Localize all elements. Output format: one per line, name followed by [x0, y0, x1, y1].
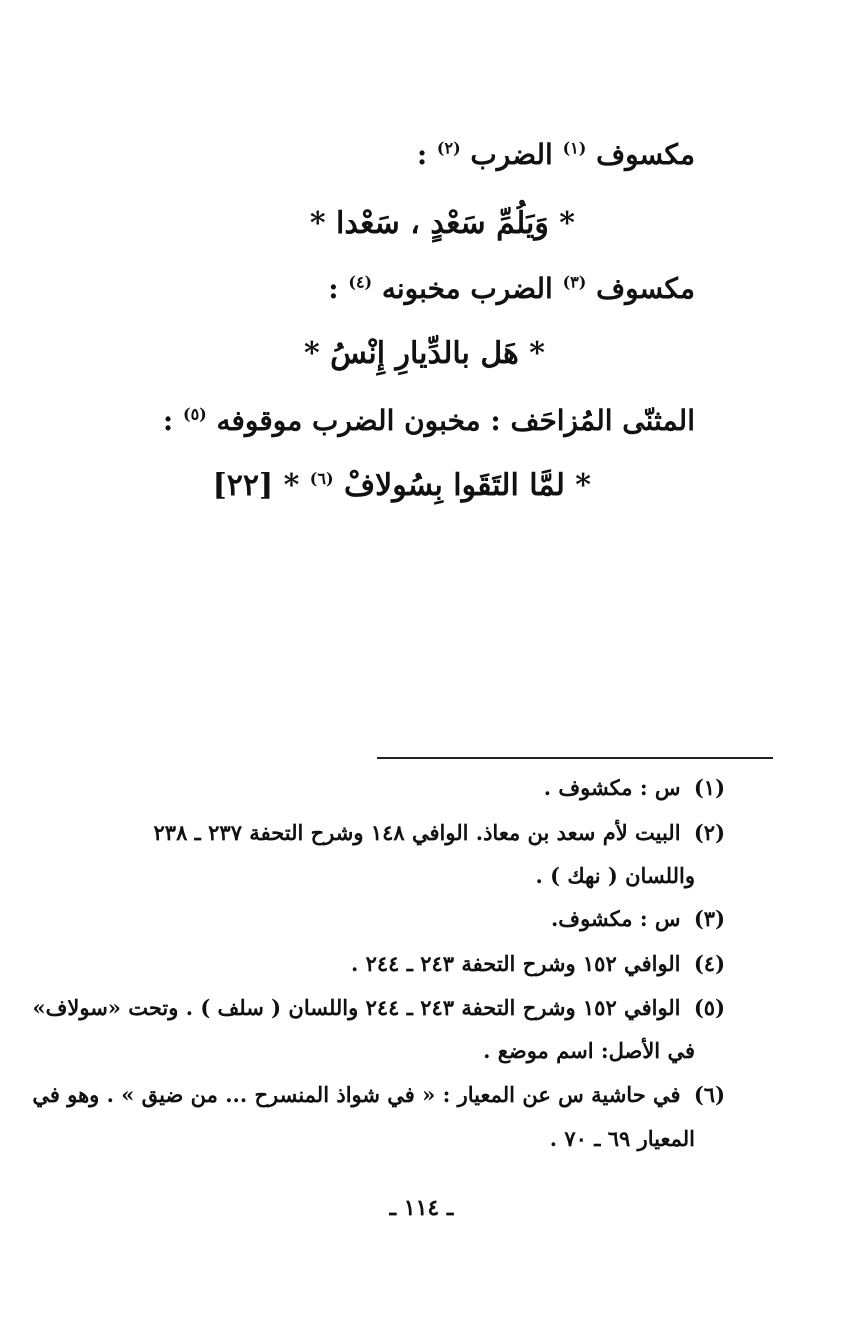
footnote-ref-5: (٥)	[183, 404, 207, 424]
footnote-text: الوافي ١٥٢ وشرح التحفة ٢٤٣ ـ ٢٤٤ واللسان ( سلف ) . وتحت «سولاف»	[32, 995, 681, 1020]
footnote-number: (٦)	[693, 1082, 725, 1107]
footnote-text: البيت لأم سعد بن معاذ. الوافي ١٤٨ وشرح التحفة ٢٣٧ ـ ٢٣٨	[153, 820, 681, 845]
heading-colon: :	[328, 272, 339, 305]
heading-word: الضرب	[470, 138, 553, 171]
footnote-separator	[377, 757, 773, 759]
verse-line-2: * هَل بالدِّيارِ إِنْسُ *	[304, 336, 545, 371]
heading-word: مكسوف	[596, 138, 695, 171]
footnote-6	[32, 1082, 725, 1107]
footnote-number: (٢)	[693, 820, 725, 845]
verse-text: * لمَّا التَقَوا بِسُولافْ	[343, 468, 591, 503]
verse-end-marker: * [٢٢]	[212, 468, 300, 503]
footnote-text: الوافي ١٥٢ وشرح التحفة ٢٤٣ ـ ٢٤٤ .	[350, 951, 681, 976]
footnote-ref-2: (٢)	[436, 138, 461, 158]
footnote-3	[551, 906, 725, 931]
footnote-text: س : مكشوف .	[543, 775, 681, 800]
heading-colon: :	[162, 404, 174, 437]
footnote-2-continued: واللسان ( نهك ) .	[535, 863, 695, 888]
footnote-text: س : مكشوف.	[551, 906, 681, 931]
footnote-number: (١)	[693, 775, 725, 800]
footnote-ref-1: (١)	[562, 138, 587, 158]
meter-heading-2	[328, 272, 695, 305]
heading-colon: :	[416, 138, 428, 171]
verse-line-3	[213, 468, 591, 503]
heading-text: المثنّى المُزاحَف : مخبون الضرب موقوفه	[216, 404, 695, 437]
verse-line-1: * وَيَلُمِّ سَعْدٍ ، سَعْدا *	[309, 206, 575, 241]
footnote-5	[32, 995, 725, 1020]
footnote-2	[154, 820, 725, 845]
footnote-text: في حاشية س عن المعيار : « في شواذ المنسرح ... من ضيق » . وهو في	[32, 1082, 681, 1107]
footnote-number: (٤)	[693, 951, 725, 976]
footnote-4	[351, 951, 725, 976]
page-number: ـ ١١٤ ـ	[389, 1195, 454, 1221]
footnote-6-continued: المعيار ٦٩ ـ ٧٠ .	[549, 1126, 695, 1151]
footnote-1	[544, 775, 725, 800]
meter-heading-1	[417, 138, 695, 171]
meter-heading-3	[163, 404, 695, 437]
footnote-number: (٥)	[693, 995, 725, 1020]
footnote-ref-3: (٣)	[562, 272, 587, 292]
footnote-ref-6: (٦)	[309, 469, 334, 488]
footnote-ref-4: (٤)	[348, 272, 373, 292]
footnote-5-continued: في الأصل: اسم موضع .	[483, 1038, 695, 1063]
footnote-number: (٣)	[693, 906, 725, 931]
heading-word: مكسوف	[596, 272, 695, 305]
heading-word: الضرب مخبونه	[381, 272, 553, 305]
